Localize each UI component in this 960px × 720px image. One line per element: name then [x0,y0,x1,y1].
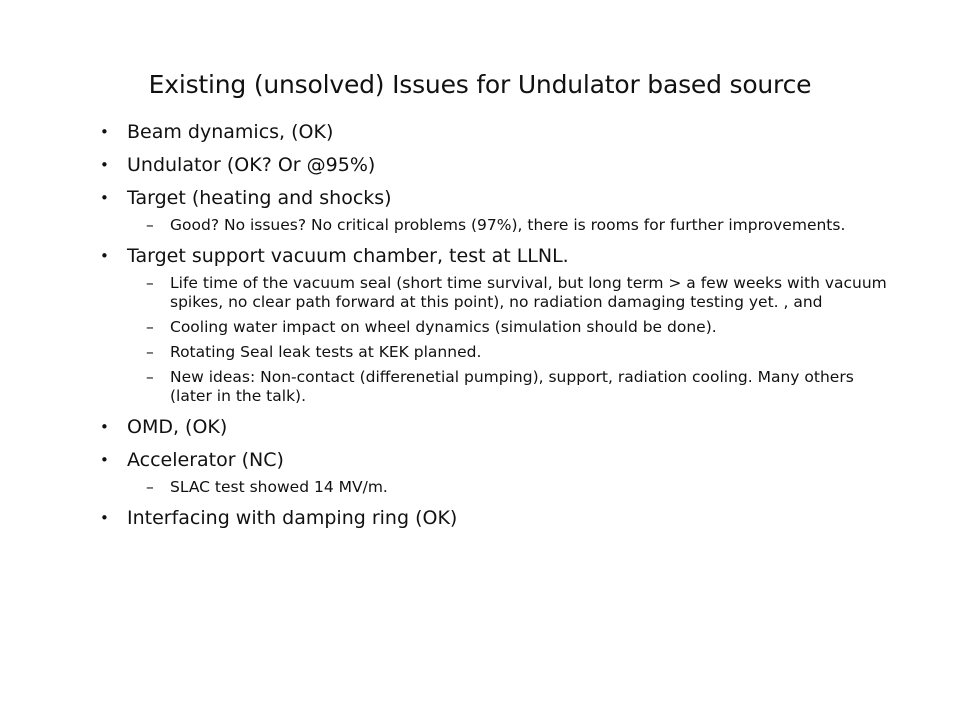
sub-list-item-text: Life time of the vacuum seal (short time survival, but long term > a few weeks with vacuum spikes, no clear path forward at this point), no radiation damaging testing yet. , and [170,274,887,311]
list-item-text: Undulator (OK? Or @95%) [127,154,376,176]
list-item-text: Beam dynamics, (OK) [127,121,334,143]
sub-list-item [100,368,890,406]
sub-list-item [100,478,890,497]
bullet-list [100,120,890,530]
list-item [100,506,890,530]
slide-title: Existing (unsolved) Issues for Undulator based source [148,70,812,99]
list-item [100,153,890,177]
sub-list-item-text: Good? No issues? No critical problems (97%), there is rooms for further improvements. [170,216,846,234]
list-item-text: Accelerator (NC) [127,449,284,471]
bullet-icon: • [100,189,109,207]
list-item-text: Target (heating and shocks) [127,187,392,209]
bullet-icon: • [100,418,109,436]
dash-icon: – [146,216,154,234]
list-item-text: OMD, (OK) [127,416,228,438]
list-item [100,186,890,210]
sub-list-item-text: Cooling water impact on wheel dynamics (simulation should be done). [170,318,717,336]
sub-list-item [100,216,890,235]
dash-icon: – [146,274,154,292]
list-item [100,448,890,472]
list-item [100,415,890,439]
bullet-icon: • [100,451,109,469]
dash-icon: – [146,368,154,386]
list-item [100,244,890,268]
sub-list-item-text: SLAC test showed 14 MV/m. [170,478,388,496]
bullet-icon: • [100,509,109,527]
sub-list-item [100,318,890,337]
dash-icon: – [146,343,154,361]
list-item-text: Target support vacuum chamber, test at LLNL. [127,245,569,267]
bullet-icon: • [100,123,109,141]
sub-list-item [100,343,890,362]
sub-list-item-text: New ideas: Non-contact (differenetial pumping), support, radiation cooling. Many others (later in the talk). [170,368,854,405]
list-item [100,120,890,144]
dash-icon: – [146,318,154,336]
bullet-icon: • [100,247,109,265]
list-item-text: Interfacing with damping ring (OK) [127,507,458,529]
sub-list-item [100,274,890,312]
bullet-icon: • [100,156,109,174]
sub-list-item-text: Rotating Seal leak tests at KEK planned. [170,343,482,361]
dash-icon: – [146,478,154,496]
